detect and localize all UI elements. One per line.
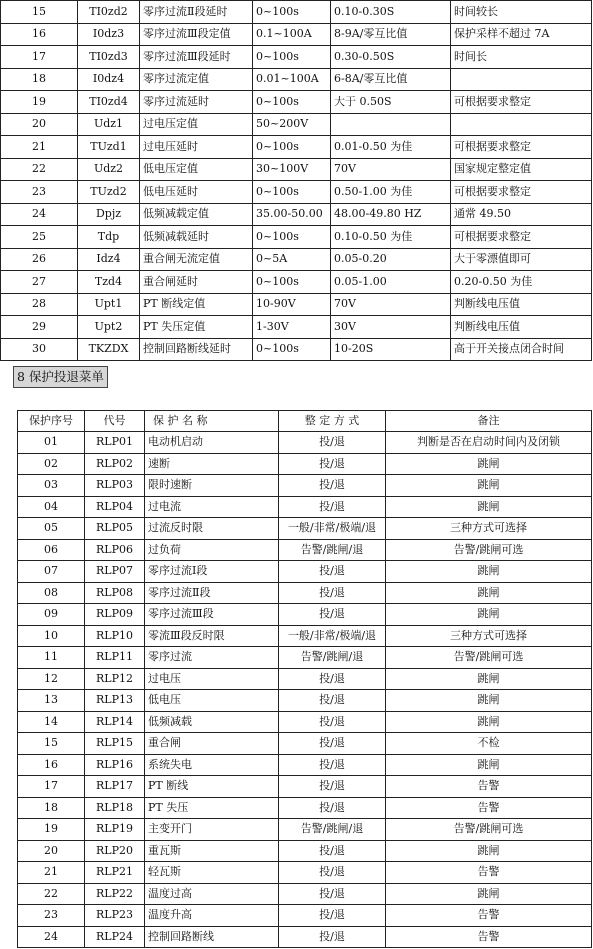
protection-number-cell: 11 <box>18 647 85 669</box>
setting-mode-cell: 投/退 <box>279 432 386 454</box>
remark-cell: 判断是否在启动时间内及闭锁 <box>386 432 592 454</box>
table-row <box>18 862 592 884</box>
row-number-cell: 17 <box>1 46 78 69</box>
table-row <box>18 776 592 798</box>
row-number-cell: 22 <box>1 158 78 181</box>
range-cell: 0~100s <box>253 181 331 204</box>
protection-name-cell: 零序过流Ⅰ段 <box>145 561 279 583</box>
name-cell: 零序过流Ⅲ段定值 <box>140 23 253 46</box>
setting-mode-cell: 投/退 <box>279 905 386 927</box>
protection-name-cell: 重瓦斯 <box>145 840 279 862</box>
recommended-value-cell <box>331 113 451 136</box>
remark-cell: 跳闸 <box>386 754 592 776</box>
name-cell: PT 断线定值 <box>140 293 253 316</box>
header-code: 代号 <box>85 411 145 432</box>
code-cell: RLP07 <box>85 561 145 583</box>
protection-name-cell: 低电压 <box>145 690 279 712</box>
remark-cell: 跳闸 <box>386 453 592 475</box>
setting-mode-cell: 投/退 <box>279 776 386 798</box>
code-cell: Dpjz <box>78 203 140 226</box>
recommended-value-cell: 8-9A/零互比值 <box>331 23 451 46</box>
row-number-cell: 27 <box>1 271 78 294</box>
protection-number-cell: 05 <box>18 518 85 540</box>
table-row <box>18 883 592 905</box>
protection-name-cell: 主变开门 <box>145 819 279 841</box>
remark-cell: 大于零漂值即可 <box>451 248 592 271</box>
protection-name-cell: PT 失压 <box>145 797 279 819</box>
table-row <box>18 625 592 647</box>
code-cell: Upt2 <box>78 316 140 339</box>
recommended-value-cell: 70V <box>331 293 451 316</box>
range-cell: 0~100s <box>253 271 331 294</box>
setting-mode-cell: 投/退 <box>279 926 386 948</box>
code-cell: RLP21 <box>85 862 145 884</box>
protection-number-cell: 14 <box>18 711 85 733</box>
remark-cell: 可根据要求整定 <box>451 136 592 159</box>
protection-name-cell: 电动机启动 <box>145 432 279 454</box>
protection-name-cell: 控制回路断线 <box>145 926 279 948</box>
protection-table <box>17 410 592 948</box>
code-cell: Udz1 <box>78 113 140 136</box>
protection-number-cell: 09 <box>18 604 85 626</box>
protection-name-cell: 过电流 <box>145 496 279 518</box>
remark-cell: 跳闸 <box>386 475 592 497</box>
code-cell: RLP19 <box>85 819 145 841</box>
name-cell: 低电压延时 <box>140 181 253 204</box>
setting-mode-cell: 投/退 <box>279 453 386 475</box>
setting-mode-cell: 投/退 <box>279 711 386 733</box>
setting-mode-cell: 告警/跳闸/退 <box>279 539 386 561</box>
setting-mode-cell: 告警/跳闸/退 <box>279 647 386 669</box>
protection-number-cell: 10 <box>18 625 85 647</box>
remark-cell: 告警 <box>386 926 592 948</box>
recommended-value-cell: 0.50-1.00 为佳 <box>331 181 451 204</box>
protection-name-cell: 温度升高 <box>145 905 279 927</box>
remark-cell: 可根据要求整定 <box>451 226 592 249</box>
row-number-cell: 19 <box>1 91 78 114</box>
recommended-value-cell: 70V <box>331 158 451 181</box>
remark-cell: 告警 <box>386 797 592 819</box>
table-row <box>18 733 592 755</box>
table-row <box>1 136 592 159</box>
row-number-cell: 29 <box>1 316 78 339</box>
row-number-cell: 26 <box>1 248 78 271</box>
table-row <box>18 754 592 776</box>
range-cell: 0.1~100A <box>253 23 331 46</box>
remark-cell: 时间较长 <box>451 1 592 24</box>
name-cell: 控制回路断线延时 <box>140 338 253 361</box>
range-cell: 0~100s <box>253 226 331 249</box>
protection-number-cell: 21 <box>18 862 85 884</box>
code-cell: Upt1 <box>78 293 140 316</box>
remark-cell: 告警/跳闸可选 <box>386 539 592 561</box>
protection-number-cell: 04 <box>18 496 85 518</box>
protection-number-cell: 22 <box>18 883 85 905</box>
protection-number-cell: 17 <box>18 776 85 798</box>
code-cell: RLP14 <box>85 711 145 733</box>
setting-mode-cell: 投/退 <box>279 475 386 497</box>
code-cell: RLP05 <box>85 518 145 540</box>
code-cell: RLP06 <box>85 539 145 561</box>
table-row <box>1 46 592 69</box>
range-cell: 0.01~100A <box>253 68 331 91</box>
name-cell: 零序过流Ⅲ段延时 <box>140 46 253 69</box>
remark-cell: 国家规定整定值 <box>451 158 592 181</box>
protection-number-cell: 03 <box>18 475 85 497</box>
protection-name-cell: 轻瓦斯 <box>145 862 279 884</box>
recommended-value-cell: 大于 0.50S <box>331 91 451 114</box>
recommended-value-cell: 30V <box>331 316 451 339</box>
setting-mode-cell: 投/退 <box>279 582 386 604</box>
remark-cell: 可根据要求整定 <box>451 91 592 114</box>
recommended-value-cell: 48.00-49.80 HZ <box>331 203 451 226</box>
setting-mode-cell: 投/退 <box>279 754 386 776</box>
protection-name-cell: 零序过流 <box>145 647 279 669</box>
protection-name-cell: 零序过流Ⅲ段 <box>145 604 279 626</box>
remark-cell: 三种方式可选择 <box>386 625 592 647</box>
protection-table-body <box>18 432 592 948</box>
recommended-value-cell: 0.30-0.50S <box>331 46 451 69</box>
remark-cell <box>451 68 592 91</box>
table-row <box>18 539 592 561</box>
header-setting-mode: 整 定 方 式 <box>279 411 386 432</box>
code-cell: TUzd1 <box>78 136 140 159</box>
protection-number-cell: 06 <box>18 539 85 561</box>
remark-cell: 跳闸 <box>386 690 592 712</box>
protection-number-cell: 16 <box>18 754 85 776</box>
name-cell: 低频减载定值 <box>140 203 253 226</box>
code-cell: RLP04 <box>85 496 145 518</box>
row-number-cell: 21 <box>1 136 78 159</box>
row-number-cell: 28 <box>1 293 78 316</box>
recommended-value-cell: 10-20S <box>331 338 451 361</box>
name-cell: 低电压定值 <box>140 158 253 181</box>
table-row <box>18 711 592 733</box>
remark-cell: 跳闸 <box>386 840 592 862</box>
table-row <box>18 518 592 540</box>
row-number-cell: 15 <box>1 1 78 24</box>
range-cell: 0~100s <box>253 338 331 361</box>
protection-name-cell: 低频减载 <box>145 711 279 733</box>
table-row <box>1 181 592 204</box>
name-cell: 零序过流定值 <box>140 68 253 91</box>
setting-mode-cell: 投/退 <box>279 840 386 862</box>
protection-name-cell: 零流Ⅲ段反时限 <box>145 625 279 647</box>
setting-mode-cell: 告警/跳闸/退 <box>279 819 386 841</box>
recommended-value-cell: 0.05-1.00 <box>331 271 451 294</box>
remark-cell: 三种方式可选择 <box>386 518 592 540</box>
remark-cell: 跳闸 <box>386 711 592 733</box>
table-row <box>18 453 592 475</box>
table-row <box>18 926 592 948</box>
protection-name-cell: 零序过流Ⅱ段 <box>145 582 279 604</box>
table-row <box>18 797 592 819</box>
code-cell: RLP02 <box>85 453 145 475</box>
table-row <box>1 316 592 339</box>
remark-cell: 不检 <box>386 733 592 755</box>
table-row <box>18 432 592 454</box>
remark-cell: 告警 <box>386 905 592 927</box>
protection-number-cell: 19 <box>18 819 85 841</box>
table-row <box>18 475 592 497</box>
remark-cell: 可根据要求整定 <box>451 181 592 204</box>
setting-mode-cell: 投/退 <box>279 561 386 583</box>
remark-cell: 跳闸 <box>386 883 592 905</box>
code-cell: TI0zd4 <box>78 91 140 114</box>
protection-number-cell: 12 <box>18 668 85 690</box>
protection-name-cell: 重合闸 <box>145 733 279 755</box>
table-row <box>18 582 592 604</box>
code-cell: RLP03 <box>85 475 145 497</box>
protection-number-cell: 08 <box>18 582 85 604</box>
protection-name-cell: 过电压 <box>145 668 279 690</box>
remark-cell: 告警 <box>386 776 592 798</box>
table-row <box>18 840 592 862</box>
remark-cell: 跳闸 <box>386 496 592 518</box>
table-row <box>1 248 592 271</box>
protection-number-cell: 02 <box>18 453 85 475</box>
table-row <box>1 23 592 46</box>
table-row <box>1 226 592 249</box>
setting-mode-cell: 一般/非常/极端/退 <box>279 625 386 647</box>
code-cell: RLP13 <box>85 690 145 712</box>
range-cell: 0~100s <box>253 136 331 159</box>
code-cell: RLP20 <box>85 840 145 862</box>
remark-cell: 跳闸 <box>386 668 592 690</box>
range-cell: 10-90V <box>253 293 331 316</box>
table-row <box>18 496 592 518</box>
settings-table-body <box>1 1 592 361</box>
name-cell: 零序过流延时 <box>140 91 253 114</box>
row-number-cell: 18 <box>1 68 78 91</box>
protection-number-cell: 20 <box>18 840 85 862</box>
table-row <box>1 271 592 294</box>
protection-number-cell: 15 <box>18 733 85 755</box>
code-cell: Tdp <box>78 226 140 249</box>
code-cell: RLP09 <box>85 604 145 626</box>
setting-mode-cell: 投/退 <box>279 690 386 712</box>
row-number-cell: 30 <box>1 338 78 361</box>
recommended-value-cell: 0.05-0.20 <box>331 248 451 271</box>
range-cell: 0~5A <box>253 248 331 271</box>
code-cell: RLP08 <box>85 582 145 604</box>
range-cell: 0~100s <box>253 46 331 69</box>
protection-number-cell: 13 <box>18 690 85 712</box>
protection-name-cell: 温度过高 <box>145 883 279 905</box>
remark-cell: 跳闸 <box>386 582 592 604</box>
remark-cell: 告警/跳闸可选 <box>386 647 592 669</box>
code-cell: RLP17 <box>85 776 145 798</box>
code-cell: I0dz3 <box>78 23 140 46</box>
remark-cell: 时间长 <box>451 46 592 69</box>
code-cell: TKZDX <box>78 338 140 361</box>
remark-cell: 跳闸 <box>386 604 592 626</box>
row-number-cell: 16 <box>1 23 78 46</box>
recommended-value-cell: 0.10-0.50 为佳 <box>331 226 451 249</box>
setting-mode-cell: 投/退 <box>279 797 386 819</box>
recommended-value-cell: 0.01-0.50 为佳 <box>331 136 451 159</box>
code-cell: Tzd4 <box>78 271 140 294</box>
name-cell: 过电压定值 <box>140 113 253 136</box>
code-cell: RLP18 <box>85 797 145 819</box>
remark-cell: 高于开关接点闭合时间 <box>451 338 592 361</box>
table-row <box>1 1 592 24</box>
code-cell: Idz4 <box>78 248 140 271</box>
range-cell: 0~100s <box>253 91 331 114</box>
range-cell: 1-30V <box>253 316 331 339</box>
remark-cell: 告警 <box>386 862 592 884</box>
remark-cell: 保护采样不超过 7A <box>451 23 592 46</box>
protection-header-row <box>18 411 592 432</box>
protection-name-cell: 过流反时限 <box>145 518 279 540</box>
setting-mode-cell: 投/退 <box>279 862 386 884</box>
table-row <box>1 338 592 361</box>
code-cell: TUzd2 <box>78 181 140 204</box>
name-cell: PT 失压定值 <box>140 316 253 339</box>
protection-number-cell: 07 <box>18 561 85 583</box>
settings-table <box>0 0 592 361</box>
header-remarks: 备注 <box>386 411 592 432</box>
range-cell: 30~100V <box>253 158 331 181</box>
code-cell: RLP24 <box>85 926 145 948</box>
name-cell: 重合闸延时 <box>140 271 253 294</box>
code-cell: RLP11 <box>85 647 145 669</box>
remark-cell: 跳闸 <box>386 561 592 583</box>
protection-name-cell: 速断 <box>145 453 279 475</box>
table-row <box>1 203 592 226</box>
setting-mode-cell: 投/退 <box>279 668 386 690</box>
code-cell: RLP12 <box>85 668 145 690</box>
table-row <box>1 158 592 181</box>
table-row <box>18 905 592 927</box>
remark-cell: 判断线电压值 <box>451 316 592 339</box>
range-cell: 35.00-50.00 <box>253 203 331 226</box>
table-row <box>18 561 592 583</box>
protection-number-cell: 24 <box>18 926 85 948</box>
table-row <box>18 819 592 841</box>
table-row <box>18 604 592 626</box>
table-row <box>1 293 592 316</box>
setting-mode-cell: 一般/非常/极端/退 <box>279 518 386 540</box>
recommended-value-cell: 0.10-0.30S <box>331 1 451 24</box>
protection-name-cell: 限时速断 <box>145 475 279 497</box>
remark-cell: 0.20-0.50 为佳 <box>451 271 592 294</box>
protection-number-cell: 18 <box>18 797 85 819</box>
code-cell: RLP01 <box>85 432 145 454</box>
remark-cell: 判断线电压值 <box>451 293 592 316</box>
name-cell: 过电压延时 <box>140 136 253 159</box>
table-row <box>18 647 592 669</box>
table-row <box>18 690 592 712</box>
setting-mode-cell: 投/退 <box>279 733 386 755</box>
protection-name-cell: 过负荷 <box>145 539 279 561</box>
table-row <box>1 113 592 136</box>
code-cell: Udz2 <box>78 158 140 181</box>
code-cell: RLP22 <box>85 883 145 905</box>
code-cell: RLP15 <box>85 733 145 755</box>
protection-number-cell: 01 <box>18 432 85 454</box>
setting-mode-cell: 投/退 <box>279 604 386 626</box>
protection-name-cell: PT 断线 <box>145 776 279 798</box>
protection-name-cell: 系统失电 <box>145 754 279 776</box>
name-cell: 低频减载延时 <box>140 226 253 249</box>
range-cell: 50~200V <box>253 113 331 136</box>
remark-cell <box>451 113 592 136</box>
table-row <box>1 68 592 91</box>
section-heading: 8 保护投退菜单 <box>13 366 108 388</box>
setting-mode-cell: 投/退 <box>279 883 386 905</box>
table-row <box>1 91 592 114</box>
table-row <box>18 668 592 690</box>
code-cell: RLP10 <box>85 625 145 647</box>
code-cell: I0dz4 <box>78 68 140 91</box>
code-cell: RLP16 <box>85 754 145 776</box>
row-number-cell: 24 <box>1 203 78 226</box>
name-cell: 零序过流Ⅱ段延时 <box>140 1 253 24</box>
header-protection-number: 保护序号 <box>18 411 85 432</box>
row-number-cell: 25 <box>1 226 78 249</box>
name-cell: 重合闸无流定值 <box>140 248 253 271</box>
header-protection-name: 保 护 名 称 <box>145 411 279 432</box>
row-number-cell: 23 <box>1 181 78 204</box>
range-cell: 0~100s <box>253 1 331 24</box>
remark-cell: 告警/跳闸可选 <box>386 819 592 841</box>
remark-cell: 通常 49.50 <box>451 203 592 226</box>
row-number-cell: 20 <box>1 113 78 136</box>
protection-number-cell: 23 <box>18 905 85 927</box>
code-cell: RLP23 <box>85 905 145 927</box>
recommended-value-cell: 6-8A/零互比值 <box>331 68 451 91</box>
code-cell: TI0zd3 <box>78 46 140 69</box>
setting-mode-cell: 投/退 <box>279 496 386 518</box>
code-cell: TI0zd2 <box>78 1 140 24</box>
